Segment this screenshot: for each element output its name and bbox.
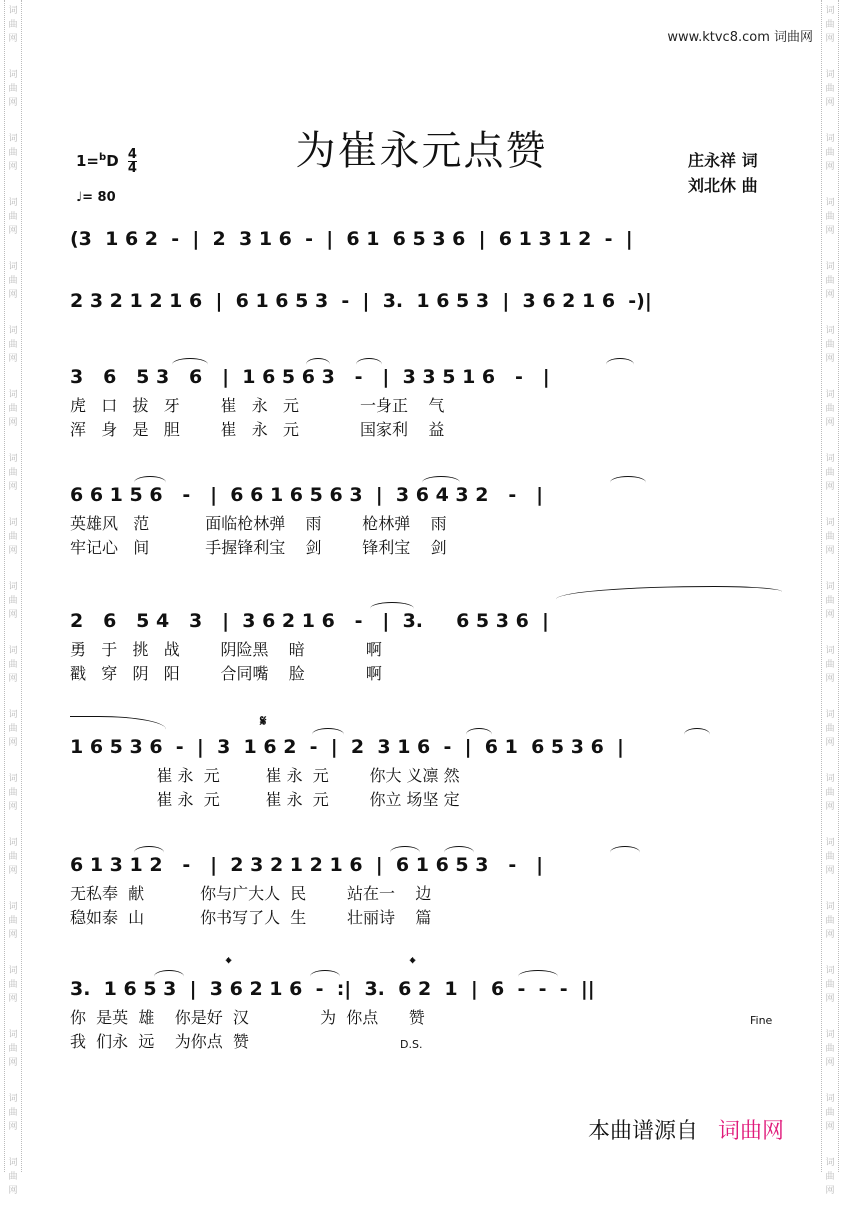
time-sig-bottom: 4 — [127, 161, 137, 176]
watermark-text: 词 曲 网 — [8, 646, 18, 684]
lyric-verse-1: 崔 永 元 崔 永 元 你大 义凛 然 — [70, 766, 460, 785]
lyric-verse-2: 牢记心 间 手握锋利宝 剑 锋利宝 剑 — [70, 538, 447, 557]
watermark-text: 词 曲 网 — [825, 1094, 835, 1132]
watermark-text: 词 曲 网 — [8, 1094, 18, 1132]
watermark-text: 词 曲 网 — [825, 838, 835, 876]
watermark-text: 词 曲 网 — [825, 1030, 835, 1068]
watermark-text: 词 曲 网 — [825, 518, 835, 556]
time-signature — [128, 148, 137, 175]
notation-line: 3. 1 6 5 3 | 3 6 2 1 6 - :| 3. 6 2 1 | 6 - - - || — [70, 978, 595, 1000]
notation-line: 6 6 1 5 6 - | 6 6 1 6 5 6 3 | 3 6 4 3 2 - | — [70, 484, 544, 506]
lyric-verse-2: 稳如泰 山 你书写了人 生 壮丽诗 篇 — [70, 908, 432, 927]
key-signature — [76, 148, 137, 175]
tempo-value: = 80 — [82, 190, 116, 205]
notation-line: 2 3 2 1 2 1 6 | 6 1 6 5 3 - | 3. 1 6 5 3 | 3 6 2 1 6 -)| — [70, 290, 652, 312]
coda-icon: 𝄌 — [226, 954, 232, 972]
watermark-text: 词 曲 网 — [8, 774, 18, 812]
watermark-text: 词 曲 网 — [825, 774, 835, 812]
key-prefix: 1= — [76, 152, 100, 170]
watermark-text: 词 曲 网 — [825, 646, 835, 684]
watermark-text: 词 曲 网 — [825, 198, 835, 236]
watermark-text: 词 曲 网 — [825, 902, 835, 940]
watermark-text: 词 曲 网 — [8, 1030, 18, 1068]
long-slur — [556, 586, 782, 605]
watermark-text: 词 曲 网 — [8, 390, 18, 428]
lyricist-credit: 庄永祥 词 — [688, 151, 758, 170]
watermark-text: 词 曲 网 — [825, 454, 835, 492]
watermark-text: 词 曲 网 — [8, 902, 18, 940]
time-sig-top: 4 — [127, 147, 137, 162]
key-note: D — [106, 152, 119, 170]
watermark-text: 词 曲 网 — [825, 70, 835, 108]
watermark-text: 词 曲 网 — [8, 198, 18, 236]
flat-sign: b — [99, 152, 107, 163]
tempo-marking — [76, 190, 116, 205]
notation-line: 6 1 3 1 2 - | 2 3 2 1 2 1 6 | 6 1 6 5 3 - | — [70, 854, 544, 876]
watermark-text: 词 曲 网 — [8, 1158, 18, 1196]
watermark-strip-right — [821, 0, 839, 1196]
watermark-text: 词 曲 网 — [8, 966, 18, 1004]
lyric-verse-1: 勇 于 挑 战 阴险黑 暗 啊 — [70, 640, 382, 659]
watermark-text: 词 曲 网 — [8, 518, 18, 556]
brand-link[interactable]: 词曲网 — [718, 1119, 785, 1144]
watermark-text: 词 曲 网 — [8, 454, 18, 492]
watermark-text: 词 曲 网 — [825, 134, 835, 172]
watermark-text: 词 曲 网 — [8, 710, 18, 748]
ds-marking: D.S. — [400, 1038, 423, 1051]
notation-line: 1 6 5 3 6 - | 3 1 6 2 - | 2 3 1 6 - | 6 1 6 5 3 6 | — [70, 736, 624, 758]
lyric-verse-2: 崔 永 元 崔 永 元 你立 场坚 定 — [70, 790, 460, 809]
quarter-note-icon: ♩ — [76, 190, 83, 205]
watermark-text: 词 曲 网 — [8, 326, 18, 364]
source-label: 本曲谱源自 — [588, 1119, 699, 1144]
fine-marking: Fine — [750, 1014, 773, 1027]
watermark-text: 词 曲 网 — [8, 262, 18, 300]
watermark-text: 词 曲 网 — [825, 6, 835, 44]
watermark-text: 词 曲 网 — [825, 582, 835, 620]
watermark-text: 词 曲 网 — [8, 6, 18, 44]
notation-line: 2 6 5 4 3 | 3 6 2 1 6 - | 3. 6 5 3 6 | — [70, 610, 549, 632]
watermark-text: 词 曲 网 — [825, 390, 835, 428]
watermark-text: 词 曲 网 — [8, 70, 18, 108]
lyric-verse-2: 我 们永 远 为你点 赞 — [70, 1032, 249, 1051]
notation-line: 3 6 5 3 6 | 1 6 5 6 3 - | 3 3 5 1 6 - | — [70, 366, 550, 388]
source-footer — [588, 1114, 784, 1145]
watermark-strip-left — [4, 0, 22, 1196]
composer-credit: 刘北休 曲 — [688, 176, 758, 195]
lyric-verse-1: 虎 口 拔 牙 崔 永 元 一身正 气 — [70, 396, 445, 415]
lyric-verse-1: 你 是英 雄 你是好 汉 为 你点 赞 — [70, 1008, 425, 1027]
lyric-verse-1: 英雄风 范 面临枪林弹 雨 枪林弹 雨 — [70, 514, 447, 533]
watermark-text: 词 曲 网 — [8, 582, 18, 620]
segno-icon: 𝄋 — [260, 712, 267, 730]
watermark-text: 词 曲 网 — [825, 966, 835, 1004]
coda-icon: 𝄌 — [410, 954, 416, 972]
notation-line: (3 1 6 2 - | 2 3 1 6 - | 6 1 6 5 3 6 | 6 1 3 1 2 - | — [70, 228, 633, 250]
site-header[interactable]: www.ktvc8.com 词曲网 — [667, 30, 813, 45]
watermark-text: 词 曲 网 — [8, 134, 18, 172]
page-title: 为崔永元点赞 — [295, 127, 548, 174]
watermark-text: 词 曲 网 — [8, 838, 18, 876]
lyric-verse-2: 浑 身 是 胆 崔 永 元 国家利 益 — [70, 420, 445, 439]
watermark-text: 词 曲 网 — [825, 326, 835, 364]
long-slur-end — [70, 716, 166, 735]
watermark-text: 词 曲 网 — [825, 1158, 835, 1196]
lyric-verse-1: 无私奉 献 你与广大人 民 站在一 边 — [70, 884, 432, 903]
lyric-verse-2: 戳 穿 阴 阳 合同嘴 脸 啊 — [70, 664, 382, 683]
watermark-text: 词 曲 网 — [825, 262, 835, 300]
watermark-text: 词 曲 网 — [825, 710, 835, 748]
credits — [688, 148, 758, 198]
